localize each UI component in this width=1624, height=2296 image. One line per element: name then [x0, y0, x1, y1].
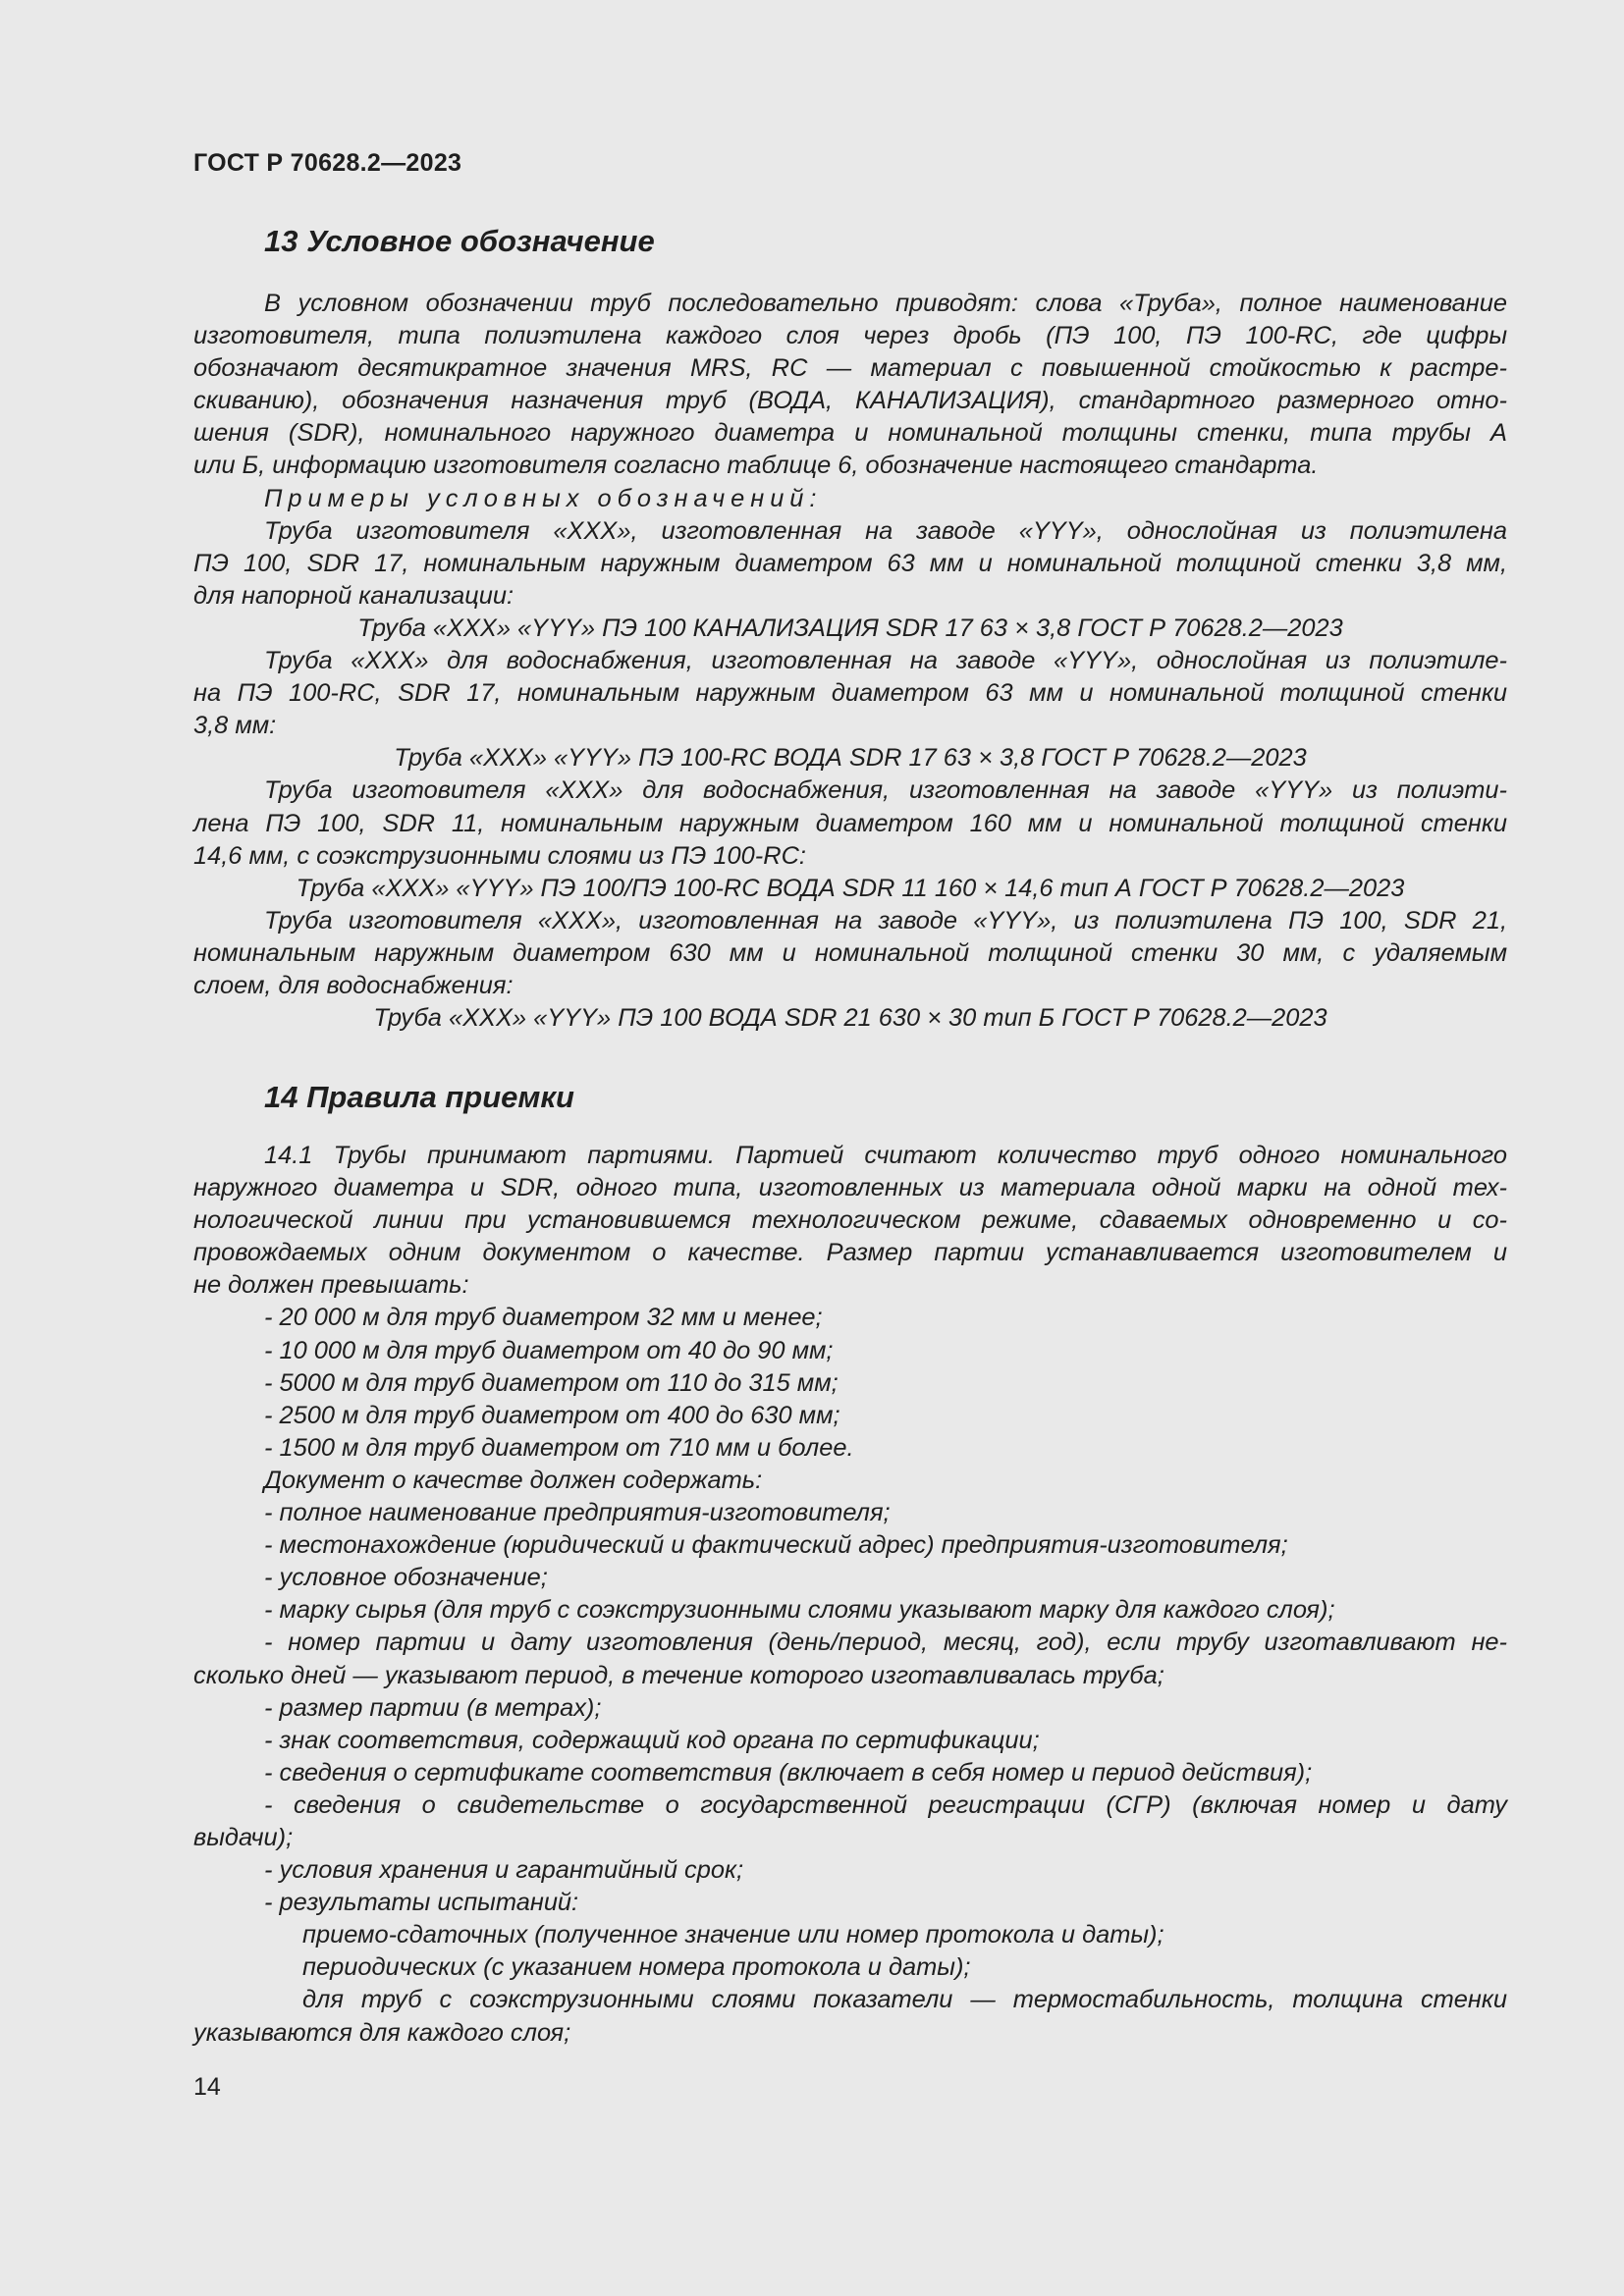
list-item: - сведения о свидетельстве о государственной регистрации (СГР) (включая номер и дату	[264, 1790, 1507, 1819]
list-item: - 20 000 м для труб диаметром 32 мм и менее;	[264, 1304, 823, 1332]
text-line: Труба изготовителя «XXX», изготовленная на заводе «YYY», из полиэтилена ПЭ 100, SDR 21,	[264, 906, 1507, 934]
list-item: приемо-сдаточных (полученное значение или номер протокола и даты);	[302, 1921, 1164, 1949]
list-item: периодических (с указанием номера протокола и даты);	[302, 1953, 971, 1982]
list-item: - 2500 м для труб диаметром от 400 до 630 мм;	[264, 1401, 840, 1429]
text-line: номинальным наружным диаметром 630 мм и номинальной толщиной стенки 30 мм, с удаляемым	[193, 938, 1507, 967]
designation-example: Труба «XXX» «YYY» ПЭ 100 КАНАЛИЗАЦИЯ SDR 17 63 × 3,8 ГОСТ Р 70628.2—2023	[357, 614, 1343, 642]
list-item: - условное обозначение;	[264, 1564, 548, 1592]
text-line: слоем, для водоснабжения:	[193, 971, 514, 999]
list-item: для труб с соэкструзионными слоями показатели — термостабильность, толщина стенки	[302, 1986, 1507, 2014]
text-line: нологической линии при установившемся технологическом режиме, сдаваемых одновременно и со-	[193, 1206, 1507, 1235]
text-line: 14,6 мм, с соэкструзионными слоями из ПЭ 100-RC:	[193, 841, 806, 870]
text-line: ПЭ 100, SDR 17, номинальным наружным диаметром 63 мм и номинальной толщиной стенки 3,8 мм,	[193, 549, 1507, 577]
list-item: - 5000 м для труб диаметром от 110 до 315 мм;	[264, 1368, 839, 1397]
text-line: В условном обозначении труб последовательно приводят: слова «Труба», полное наименование	[264, 290, 1507, 317]
text-line: шения (SDR), номинального наружного диаметра и номинальной толщины стенки, типа трубы А	[193, 419, 1507, 448]
text-line: не должен превышать:	[193, 1271, 469, 1300]
document-header: ГОСТ Р 70628.2—2023	[193, 149, 462, 177]
section-13-body	[193, 288, 1507, 1035]
list-item: - местонахождение (юридический и фактический адрес) предприятия-изготовителя;	[264, 1531, 1288, 1560]
page-number: 14	[193, 2073, 221, 2101]
section-13-title: 13 Условное обозначение	[264, 224, 655, 258]
text-line: сколько дней — указывают период, в течение которого изготавливалась труба;	[193, 1661, 1164, 1689]
document-page	[193, 0, 1507, 2296]
text-line: изготовителя, типа полиэтилена каждого слоя через дробь (ПЭ 100, ПЭ 100-RC, где цифры	[193, 322, 1507, 350]
list-item: - знак соответствия, содержащий код органа по сертификации;	[264, 1726, 1040, 1754]
section-14-body	[193, 1140, 1507, 2050]
text-line: Труба изготовителя «XXX», изготовленная на заводе «YYY», однослойная из полиэтилена	[264, 516, 1507, 545]
list-item: - полное наименование предприятия-изготовителя;	[264, 1499, 891, 1527]
text-line: Документ о качестве должен содержать:	[264, 1466, 763, 1494]
text-line: или Б, информацию изготовителя согласно таблице 6, обозначение настоящего стандарта.	[193, 452, 1319, 480]
designation-example: Труба «XXX» «YYY» ПЭ 100 ВОДА SDR 21 630 × 30 тип Б ГОСТ Р 70628.2—2023	[373, 1004, 1327, 1033]
list-item: - номер партии и дату изготовления (день/период, месяц, год), если трубу изготавливают не-	[264, 1629, 1507, 1657]
list-item: - результаты испытаний:	[264, 1889, 579, 1917]
designation-example: Труба «XXX» «YYY» ПЭ 100/ПЭ 100-RC ВОДА SDR 11 160 × 14,6 тип А ГОСТ Р 70628.2—2023	[296, 874, 1405, 902]
text-line: скиванию), обозначения назначения труб (ВОДА, КАНАЛИЗАЦИЯ), стандартного размерного отно-	[193, 387, 1507, 415]
text-line: на ПЭ 100-RC, SDR 17, номинальным наружным диаметром 63 мм и номинальной толщиной стенки	[193, 679, 1507, 708]
text-line: наружного диаметра и SDR, одного типа, изготовленных из материала одной марки на одной тех-	[193, 1174, 1507, 1202]
text-line: обозначают десятикратное значения MRS, RC — материал с повышенной стойкостью к растре-	[193, 354, 1507, 383]
list-item: - сведения о сертификате соответствия (включает в себя номер и период действия);	[264, 1758, 1313, 1787]
text-line: для напорной канализации:	[193, 581, 514, 610]
list-item: - 1500 м для труб диаметром от 710 мм и более.	[264, 1433, 854, 1462]
text-line: выдачи);	[193, 1823, 294, 1851]
text-line: указываются для каждого слоя;	[193, 2018, 571, 2047]
list-item: - марку сырья (для труб с соэкструзионными слоями указывают марку для каждого слоя);	[264, 1596, 1335, 1625]
list-item: - размер партии (в метрах);	[264, 1693, 602, 1722]
text-line: 3,8 мм:	[193, 712, 277, 740]
list-item: - условия хранения и гарантийный срок;	[264, 1856, 744, 1885]
text-line: провождаемых одним документом о качестве. Размер партии устанавливается изготовителем и	[193, 1239, 1507, 1267]
section-14-title: 14 Правила приемки	[264, 1080, 574, 1114]
text-line: Труба «XXX» для водоснабжения, изготовленная на заводе «YYY», однослойная из полиэтиле-	[264, 647, 1507, 675]
designation-example: Труба «XXX» «YYY» ПЭ 100-RC ВОДА SDR 17 63 × 3,8 ГОСТ Р 70628.2—2023	[394, 744, 1307, 773]
text-line: Труба изготовителя «XXX» для водоснабжения, изготовленная на заводе «YYY» из полиэти-	[264, 776, 1507, 805]
examples-heading: Примеры условных обозначений:	[264, 484, 823, 512]
list-item: - 10 000 м для труб диаметром от 40 до 90 мм;	[264, 1336, 834, 1364]
text-line: лена ПЭ 100, SDR 11, номинальным наружным диаметром 160 мм и номинальной толщиной стенки	[193, 809, 1507, 837]
text-line: 14.1 Трубы принимают партиями. Партией считают количество труб одного номинального	[264, 1142, 1507, 1169]
